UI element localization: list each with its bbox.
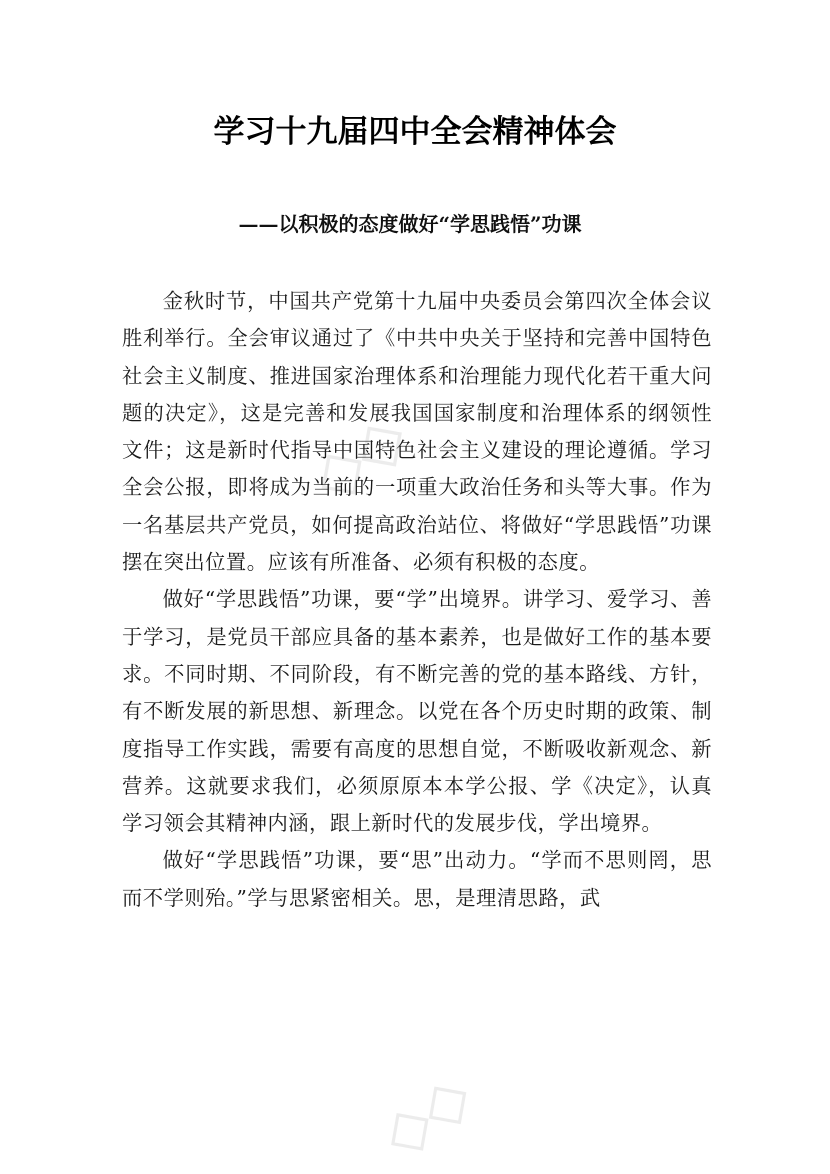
watermark-graphic: ◇◇ <box>368 1059 485 1171</box>
document-subtitle: ——以积极的态度做好“学思践悟”功课 <box>238 212 582 236</box>
paragraph: 做好“学思践悟”功课，要“学”出境界。讲学习、爱学习、善于学习，是党员干部应具备的基本素养，也是做好工作的基本要求。不同时期、不同阶段，有不断完善的党的基本路线、方针，有不断发展的新思想、新理念。以党在各个历史时期的政策、制度指导工作实践，需要有高度的思想自觉，不断吸收新观念、新营养。这就要求我们，必须原原本本学公报、学《决定》，认真学习领会其精神内涵，跟上新时代的发展步伐，学出境界。 <box>122 587 712 836</box>
paragraph: 金秋时节，中国共产党第十九届中央委员会第四次全体会议胜利举行。全会审议通过了《中共中央关于坚持和完善中国特色社会主义制度、推进国家治理体系和治理能力现代化若干重大问题的决定》，这是完善和发展我国国家制度和治理体系的纲领性文件；这是新时代指导中国特色社会主义建设的理论遵循。学习全会公报，即将成为当前的一项重大政治任务和头等大事。作为一名基层共产党员，如何提高政治站位、将做好“学思践悟”功课摆在突出位置。应该有所准备、必须有积极的态度。 <box>122 289 712 575</box>
document-title: 学习十九届四中全会精神体会 <box>213 114 617 150</box>
document-body <box>122 283 712 917</box>
watermark-graphic: ◇◇ <box>297 398 421 516</box>
paragraph: 做好“学思践悟”功课，要“思”出动力。“学而不思则罔，思而不学则殆。”学与思紧密相关。思，是理清思路，武 <box>122 848 712 910</box>
